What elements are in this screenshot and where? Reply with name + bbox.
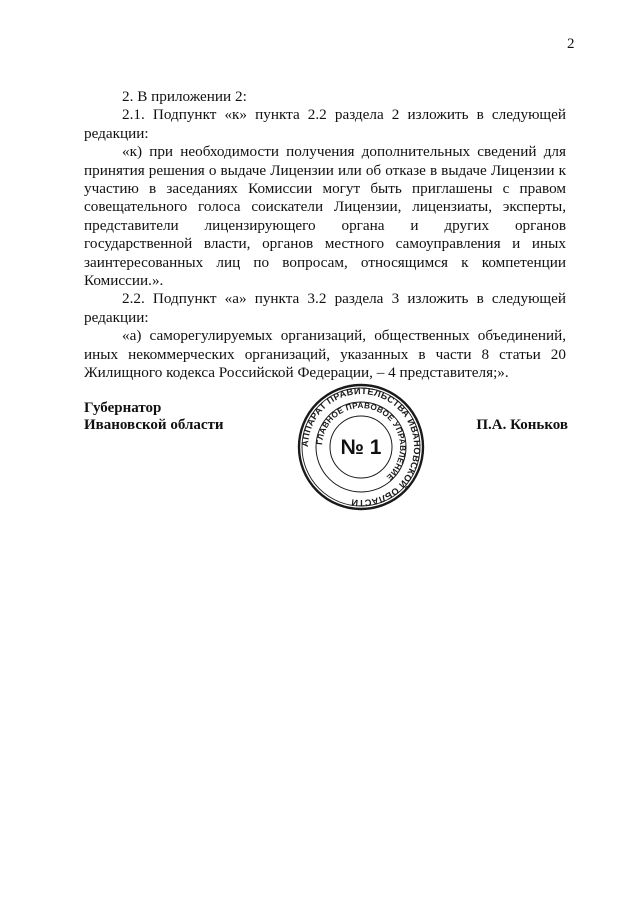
document-body — [84, 88, 566, 383]
seal-center-number: № 1 — [340, 436, 382, 459]
paragraph-subitem-k: «к) при необходимости получения дополнительных сведений для принятия решения о выдаче Лицензии или об отказе в выдаче Лицензии к участию в заседаниях Комиссии могут быть приглашены с правом совещательного голоса соискатели Лицензии, лицензиаты, эксперты, представители лицензирующего органа и других органов государственной власти, органов местного самоуправления и иных заинтересованных лиц по вопросам, относящимся к компетенции Комиссии.». — [84, 143, 566, 290]
paragraph-item-2-1: 2.1. Подпункт «к» пункта 2.2 раздела 2 изложить в следующей редакции: — [84, 106, 566, 142]
signatory-position-line2: Ивановской области — [84, 417, 224, 433]
signatory-position-line1: Губернатор — [84, 400, 162, 416]
signatory-name: П.А. Коньков — [476, 417, 568, 433]
seal-outer-text: АППАРАТ ПРАВИТЕЛЬСТВА ИВАНОВСКОЙ ОБЛАСТИ — [299, 385, 423, 509]
signatory-position — [84, 400, 224, 434]
paragraph-item-2: 2. В приложении 2: — [122, 88, 247, 105]
official-seal — [296, 382, 426, 512]
paragraph-item-2-2: 2.2. Подпункт «а» пункта 3.2 раздела 3 изложить в следующей редакции: — [84, 290, 566, 326]
page-number: 2 — [567, 36, 575, 52]
signature-block — [84, 385, 568, 510]
paragraph-subitem-a: «а) саморегулируемых организаций, общественных объединений, иных некоммерческих организаций, указанных в части 8 статьи 20 Жилищного кодекса Российской Федерации, – 4 представителя;». — [84, 327, 566, 382]
seal-inner-text: ГЛАВНОЕ ПРАВОВОЕ УПРАВЛЕНИЕ — [315, 400, 408, 483]
